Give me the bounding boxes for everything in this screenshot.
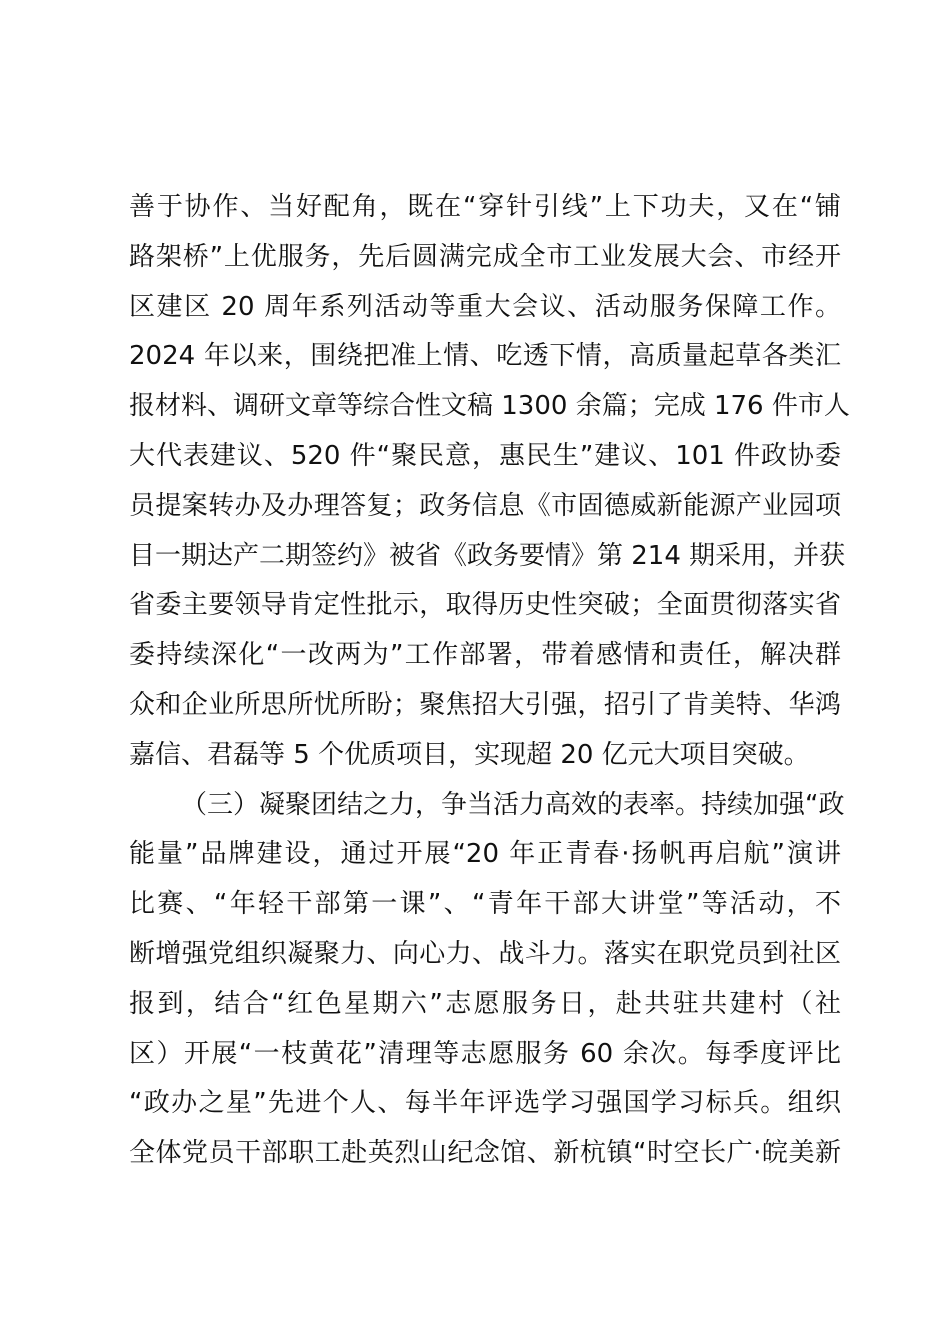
- text-line: 报到，结合“红色星期六”志愿服务日，赴共驻共建村（社: [129, 988, 841, 1019]
- text-line: 全体党员干部职工赴英烈山纪念馆、新杭镇“时空长广·皖美新: [129, 1138, 841, 1169]
- text-line: 员提案转办及办理答复；政务信息《市固德威新能源产业园项: [129, 490, 841, 521]
- text-line: 路架桥”上优服务，先后圆满完成全市工业发展大会、市经开: [129, 241, 841, 272]
- body-text: [129, 183, 850, 1179]
- text-line: 委持续深化“一改两为”工作部署，带着感情和责任，解决群: [129, 640, 841, 671]
- paragraph-end-line: 嘉信、君磊等 5 个优质项目，实现超 20 亿元大项目突破。: [129, 739, 810, 770]
- text-line: 断增强党组织凝聚力、向心力、战斗力。落实在职党员到社区: [129, 938, 841, 969]
- text-line: 众和企业所思所忧所盼；聚焦招大引强，招引了肯美特、华鸿: [129, 689, 841, 720]
- text-line: 善于协作、当好配角，既在“穿针引线”上下功夫，又在“铺: [129, 192, 841, 222]
- text-line: 能量”品牌建设，通过开展“20 年正青春·扬帆再启航”演讲: [129, 839, 841, 870]
- text-line: 区）开展“一枝黄花”清理等志愿服务 60 余次。每季度评比: [129, 1038, 841, 1069]
- section-heading-line: （三）凝聚团结之力，争当活力高效的表率。持续加强“政: [181, 789, 845, 820]
- text-line: 大代表建议、520 件“聚民意，惠民生”建议、101 件政协委: [129, 440, 841, 471]
- text-line: 2024 年以来，围绕把准上情、吃透下情，高质量起草各类汇: [129, 341, 841, 372]
- text-line: 目一期达产二期签约》被省《政务要情》第 214 期采用，并获: [129, 540, 846, 571]
- text-line: 省委主要领导肯定性批示，取得历史性突破；全面贯彻落实省: [129, 590, 841, 621]
- text-line: 比赛、“年轻干部第一课”、“青年干部大讲堂”等活动，不: [129, 889, 841, 920]
- text-line: “政办之星”先进个人、每半年评选学习强国学习标兵。组织: [129, 1088, 841, 1119]
- text-line: 区建区 20 周年系列活动等重大会议、活动服务保障工作。: [129, 291, 841, 322]
- text-line: 报材料、调研文章等综合性文稿 1300 余篇；完成 176 件市人: [129, 391, 850, 422]
